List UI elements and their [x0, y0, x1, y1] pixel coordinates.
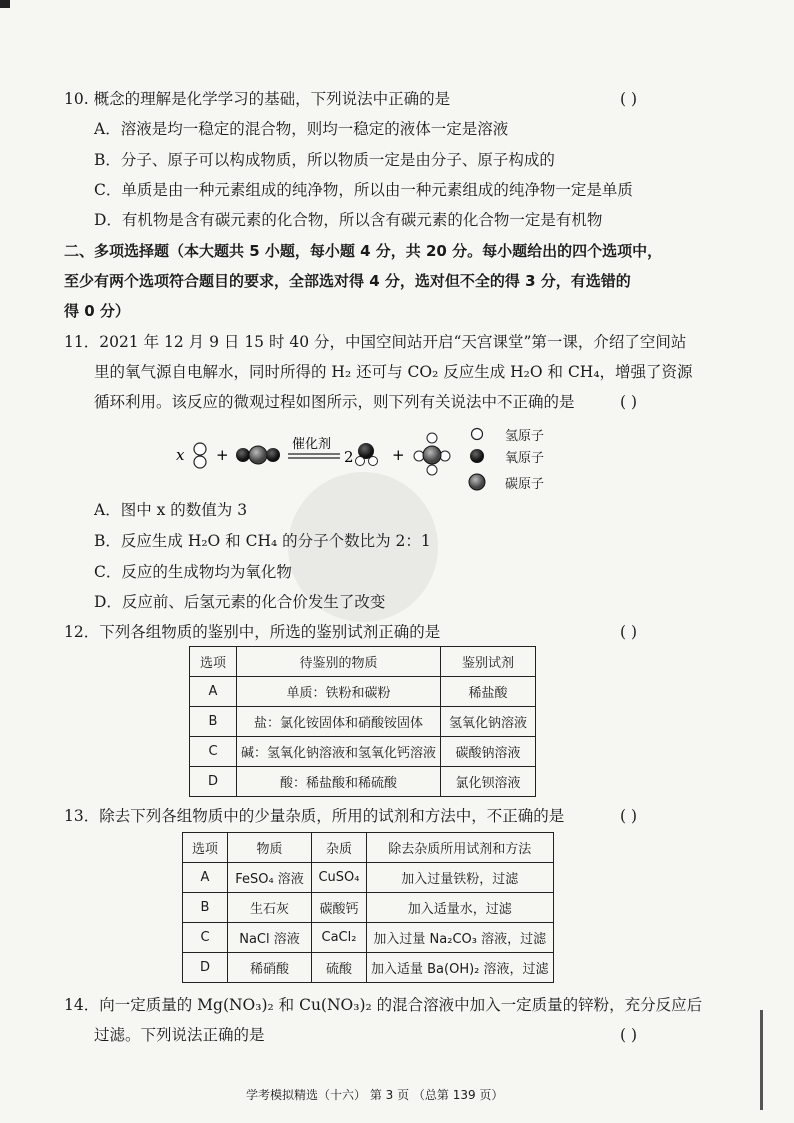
q11-option-c: C．反应的生成物均为氧化物 [94, 563, 292, 581]
table-row [183, 863, 554, 893]
table-row [183, 893, 554, 923]
table-cell: A [190, 677, 237, 707]
table-row [190, 767, 536, 797]
coef-x: x [176, 446, 185, 464]
table-cell: NaCl 溶液 [228, 923, 312, 953]
table-cell: 硫酸 [312, 953, 367, 983]
table-cell: 氯化钡溶液 [441, 767, 536, 797]
table-cell: C [183, 923, 228, 953]
table-cell: FeSO₄ 溶液 [228, 863, 312, 893]
table-cell: 加入过量 Na₂CO₃ 溶液，过滤 [367, 923, 554, 953]
scan-edge-mark [760, 1010, 763, 1110]
table-header-row [190, 647, 536, 677]
page-footer: 学考模拟精选（十六） 第 3 页 （总第 139 页） [246, 1088, 504, 1102]
q14-line2: 过滤。下列说法正确的是 [94, 1026, 265, 1044]
q14-line1: 14．向一定质量的 Mg(NO₃)₂ 和 Cu(NO₃)₂ 的混合溶液中加入一定质量的锌粉，充分反应后 [64, 996, 703, 1014]
plus-2: + [392, 446, 405, 464]
table-cell: 单质：铁粉和碳粉 [237, 677, 441, 707]
q13-table [182, 832, 554, 983]
table-cell: 稀盐酸 [441, 677, 536, 707]
h2-molecule [194, 443, 206, 468]
table-header-cell: 杂质 [312, 833, 367, 863]
table-cell: 盐：氯化铵固体和硝酸铵固体 [237, 707, 441, 737]
table-cell: B [190, 707, 237, 737]
h2o-molecule [356, 443, 378, 466]
q10-option-c: C．单质是由一种元素组成的纯净物，所以由一种元素组成的纯净物一定是单质 [94, 181, 633, 199]
table-cell: 加入适量 Ba(OH)₂ 溶液，过滤 [367, 953, 554, 983]
q10-option-a: A．溶液是均一稳定的混合物，则均一稳定的液体一定是溶液 [94, 120, 509, 138]
legend-hydrogen: 氢原子 [505, 429, 545, 444]
table-header-cell: 选项 [190, 647, 237, 677]
reaction-diagram [170, 420, 510, 500]
q11-option-d: D．反应前、后氢元素的化合价发生了改变 [94, 593, 386, 611]
legend-carbon: 碳原子 [505, 477, 545, 492]
table-cell: 氢氧化钠溶液 [441, 707, 536, 737]
plus-1: + [216, 446, 229, 464]
table-cell: 加入适量水，过滤 [367, 893, 554, 923]
q11-option-b: B．反应生成 H₂O 和 CH₄ 的分子个数比为 2：1 [94, 532, 431, 550]
q14-answer-paren[interactable]: ( ) [620, 1026, 638, 1044]
q10-option-b: B．分子、原子可以构成物质，所以物质一定是由分子、原子构成的 [94, 151, 555, 169]
table-cell: C [190, 737, 237, 767]
table-cell: 生石灰 [228, 893, 312, 923]
legend-symbols [469, 429, 485, 491]
table-header-cell: 待鉴别的物质 [237, 647, 441, 677]
ch4-molecule [414, 433, 450, 475]
section2-line2: 至少有两个选项符合题目的要求，全部选对得 4 分，选对但不全的得 3 分，有选错的 [64, 272, 631, 290]
q11-option-a: A．图中 x 的数值为 3 [94, 501, 248, 519]
co2-molecule [236, 446, 280, 464]
table-header-cell: 鉴别试剂 [441, 647, 536, 677]
table-cell: B [183, 893, 228, 923]
table-cell: 碳酸钙 [312, 893, 367, 923]
q12-stem: 12．下列各组物质的鉴别中，所选的鉴别试剂正确的是 [64, 623, 441, 641]
table-cell: 碳酸钠溶液 [441, 737, 536, 767]
q11-line1: 11．2021 年 12 月 9 日 15 时 40 分，中国空间站开启“天宫课堂”第一课，介绍了空间站 [64, 333, 687, 351]
section2-line1: 二、多项选择题（本大题共 5 小题，每小题 4 分，共 20 分。每小题给出的四个选项中， [64, 242, 663, 260]
q11-answer-paren[interactable]: ( ) [620, 393, 638, 411]
table-cell: 稀硝酸 [228, 953, 312, 983]
table-row [183, 923, 554, 953]
q10-answer-paren[interactable]: ( ) [620, 90, 638, 108]
table-header-cell: 除去杂质所用试剂和方法 [367, 833, 554, 863]
table-cell: A [183, 863, 228, 893]
table-cell: 碱：氢氧化钠溶液和氢氧化钙溶液 [237, 737, 441, 767]
catalyst-label: 催化剂 [292, 437, 332, 452]
q12-answer-paren[interactable]: ( ) [620, 623, 638, 641]
q11-line3: 循环利用。该反应的微观过程如图所示，则下列有关说法中不正确的是 [94, 393, 575, 411]
q11-line2: 里的氧气源自电解水，同时所得的 H₂ 还可与 CO₂ 反应生成 H₂O 和 CH₄，增强了资源 [94, 363, 693, 381]
scan-corner-mark [0, 0, 10, 8]
section2-line3: 得 0 分） [64, 302, 130, 320]
table-cell: 酸：稀盐酸和稀硫酸 [237, 767, 441, 797]
table-cell: D [183, 953, 228, 983]
table-header-cell: 选项 [183, 833, 228, 863]
coef-2: 2 [344, 448, 354, 466]
table-row [190, 707, 536, 737]
table-header-row [183, 833, 554, 863]
table-cell: D [190, 767, 237, 797]
table-row [190, 677, 536, 707]
table-row [190, 737, 536, 767]
table-cell: CuSO₄ [312, 863, 367, 893]
table-row [183, 953, 554, 983]
legend-oxygen: 氧原子 [505, 451, 545, 466]
q12-table [189, 646, 536, 797]
table-cell: CaCl₂ [312, 923, 367, 953]
q10-stem: 10. 概念的理解是化学学习的基础，下列说法中正确的是 [64, 90, 451, 108]
q10-option-d: D．有机物是含有碳元素的化合物，所以含有碳元素的化合物一定是有机物 [94, 211, 603, 229]
table-cell: 加入过量铁粉，过滤 [367, 863, 554, 893]
q13-stem: 13．除去下列各组物质中的少量杂质，所用的试剂和方法中，不正确的是 [64, 807, 565, 825]
q13-answer-paren[interactable]: ( ) [620, 807, 638, 825]
table-header-cell: 物质 [228, 833, 312, 863]
